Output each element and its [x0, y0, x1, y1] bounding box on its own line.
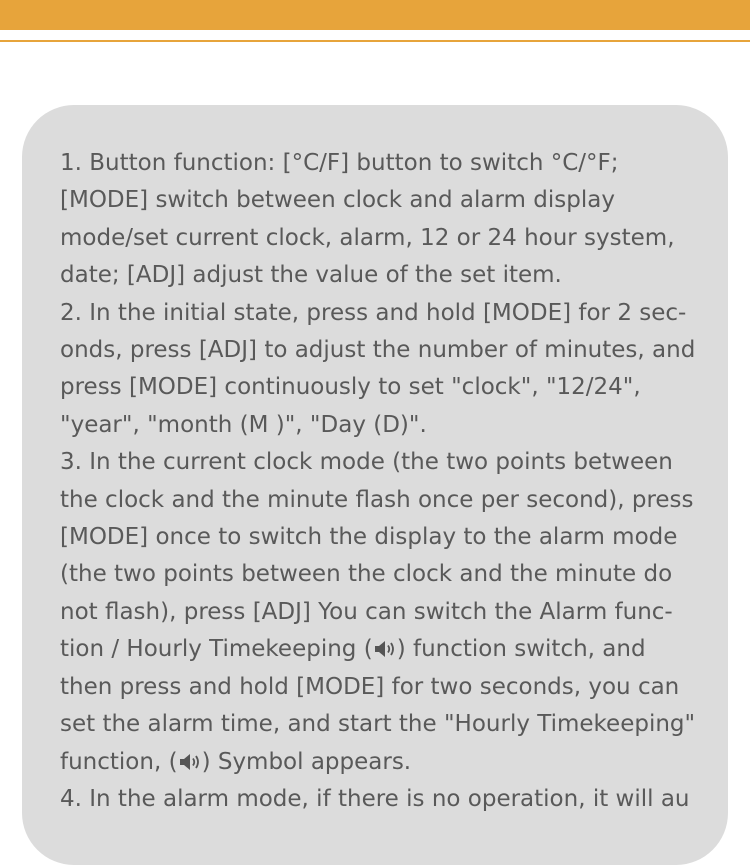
instruction-2: 2. In the initial state, press and hold [MODE] for 2 sec-onds, press [ADJ] to adjust the number of minutes, and press [MODE] continuously to set "clock", "12/24", "year", "month (M )", "Day (D)".	[60, 299, 696, 438]
top-accent-line	[0, 40, 750, 42]
speaker-icon	[373, 639, 397, 659]
instruction-3-part-2: ) function switch, and then press and hold [MODE] for two seconds, you can set the alarm time, and start the "Hourly Timekeeping" function, (	[60, 636, 696, 775]
instruction-3-part-3: ) Symbol appears.	[201, 748, 412, 775]
top-accent-band	[0, 0, 750, 30]
speaker-icon	[178, 752, 202, 772]
instruction-3-part-1: 3. In the current clock mode (the two points between the clock and the minute flash once per second), press [MODE] once to switch the display to the alarm mode (the two points between the clock and the minute do not flash), press [ADJ] You can switch the Alarm func-tion / Hourly Timekeeping (	[60, 449, 694, 663]
instruction-1: 1. Button function: [°C/F] button to switch °C/°F; [MODE] switch between clock and alarm display mode/set current clock, alarm, 12 or 24 hour system, date; [ADJ] adjust the value of the set item.	[60, 150, 675, 289]
instruction-3	[60, 444, 700, 781]
instructions-text	[60, 145, 700, 818]
instruction-4: 4. In the alarm mode, if there is no operation, it will au	[60, 785, 690, 812]
